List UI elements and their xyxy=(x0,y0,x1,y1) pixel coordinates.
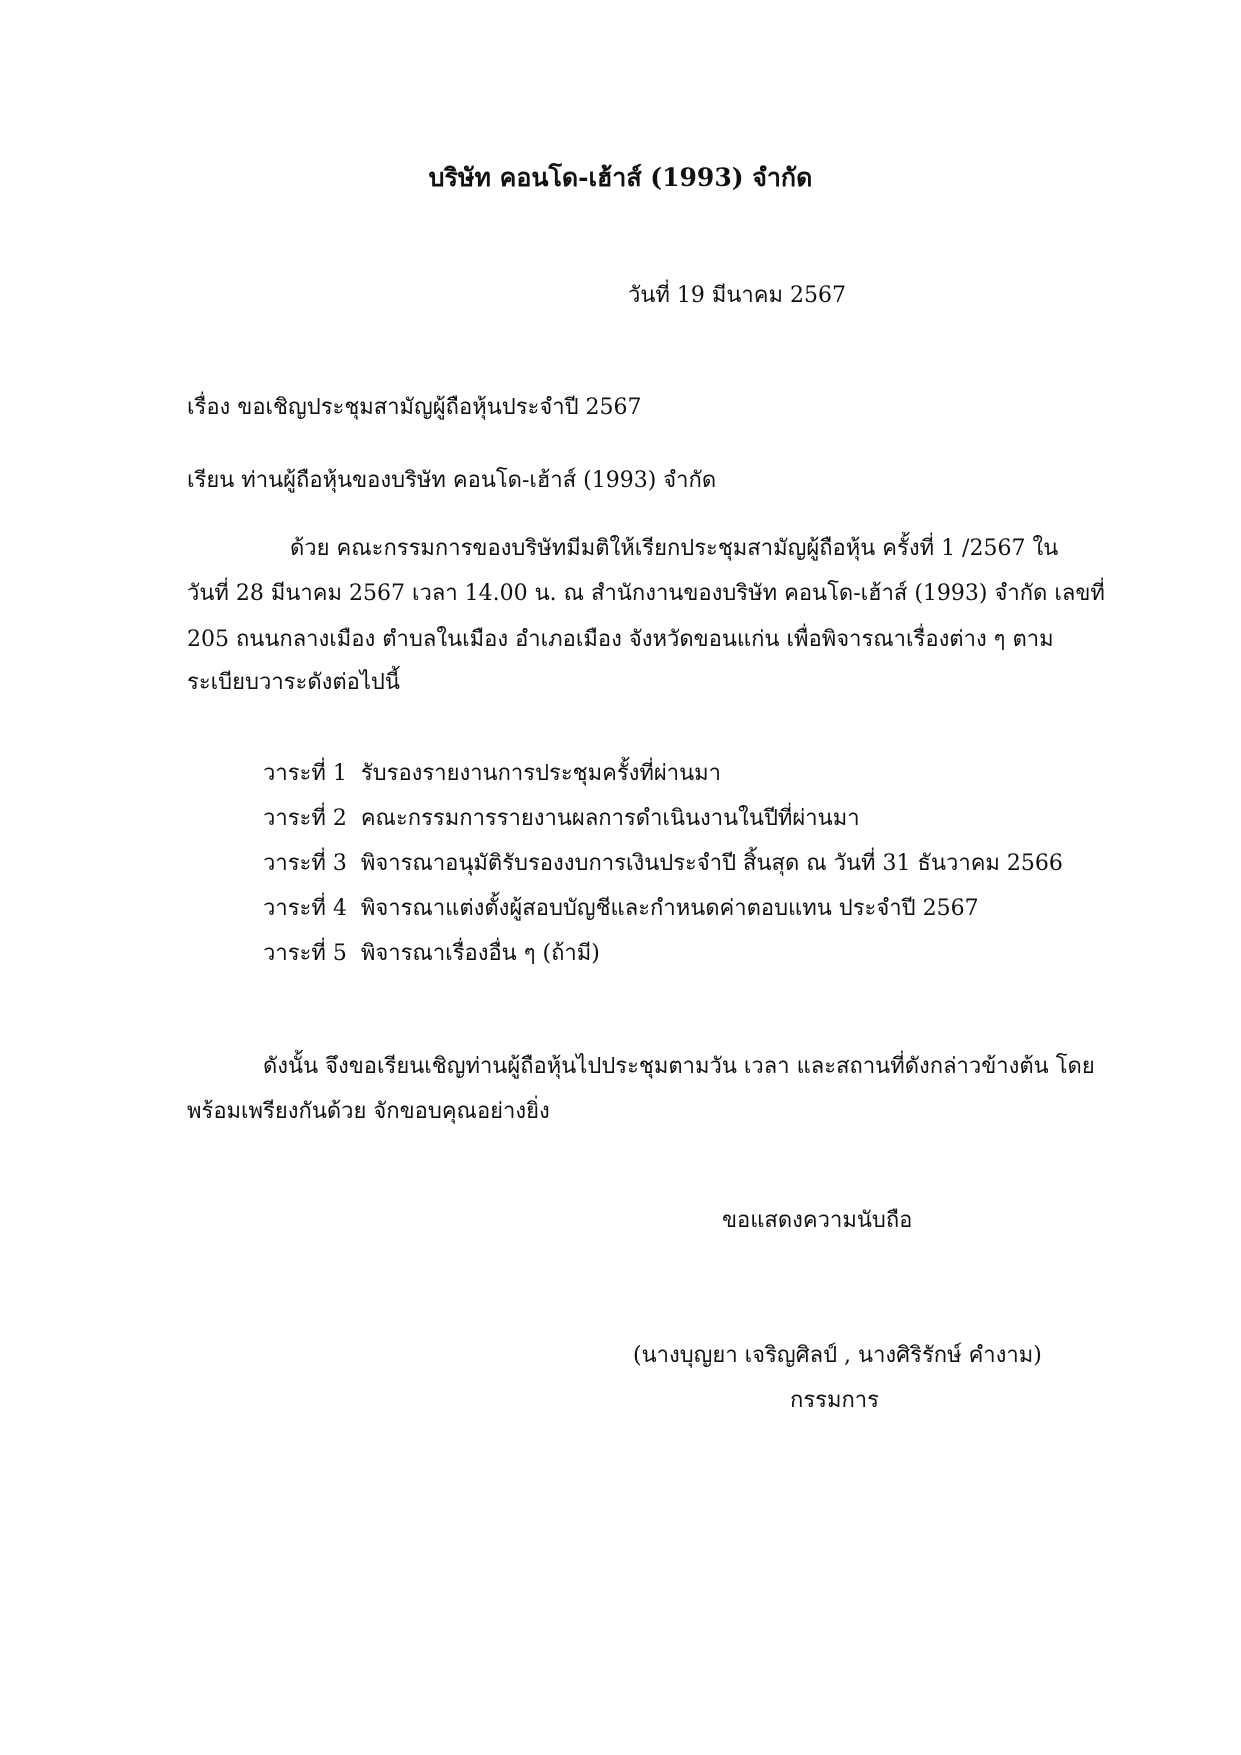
paragraph1-line2: วันที่ 28 มีนาคม 2567 เวลา 14.00 น. ณ สำนักงานของบริษัท คอนโด-เฮ้าส์ (1993) จำกัด เลขที่ xyxy=(187,581,1105,606)
agenda-list xyxy=(263,763,1063,988)
signer-position: กรรมการ xyxy=(790,1388,879,1413)
agenda-item xyxy=(263,763,1063,808)
agenda-item xyxy=(263,943,1063,988)
paragraph1-line3: 205 ถนนกลางเมือง ตำบลในเมือง อำเภอเมือง จังหวัดขอนแก่น เพื่อพิจารณาเรื่องต่าง ๆ ตาม xyxy=(187,627,1054,652)
letter-subject: เรื่อง ขอเชิญประชุมสามัญผู้ถือหุ้นประจำปี 2567 xyxy=(187,395,642,420)
agenda-text: คณะกรรมการรายงานผลการดำเนินงานในปีที่ผ่านมา xyxy=(360,806,860,831)
agenda-text: พิจารณาแต่งตั้งผู้สอบบัญชีและกำหนดค่าตอบแทน ประจำปี 2567 xyxy=(360,896,979,921)
closing-phrase: ขอแสดงความนับถือ xyxy=(722,1208,913,1233)
paragraph2-line1: ดังนั้น จึงขอเรียนเชิญท่านผู้ถือหุ้นไปประชุมตามวัน เวลา และสถานที่ดังกล่าวข้างต้น โดย xyxy=(263,1054,1095,1079)
agenda-text: พิจารณาอนุมัติรับรองงบการเงินประจำปี สิ้นสุด ณ วันที่ 31 ธันวาคม 2566 xyxy=(360,851,1063,876)
company-title: บริษัท คอนโด-เฮ้าส์ (1993) จำกัด xyxy=(428,163,813,192)
agenda-number: วาระที่ 5 xyxy=(263,941,347,966)
agenda-number: วาระที่ 3 xyxy=(263,851,347,876)
agenda-number: วาระที่ 2 xyxy=(263,806,347,831)
agenda-item xyxy=(263,808,1063,853)
letter-salutation: เรียน ท่านผู้ถือหุ้นของบริษัท คอนโด-เฮ้าส์ (1993) จำกัด xyxy=(187,468,717,493)
paragraph1-line4: ระเบียบวาระดังต่อไปนี้ xyxy=(187,670,400,695)
agenda-item xyxy=(263,898,1063,943)
agenda-item xyxy=(263,853,1063,898)
paragraph1-line1: ด้วย คณะกรรมการของบริษัทมีมติให้เรียกประชุมสามัญผู้ถือหุ้น ครั้งที่ 1 /2567 ใน xyxy=(290,536,1059,561)
agenda-number: วาระที่ 1 xyxy=(263,761,347,786)
agenda-text: รับรองรายงานการประชุมครั้งที่ผ่านมา xyxy=(360,761,722,786)
paragraph2-line2: พร้อมเพรียงกันด้วย จักขอบคุณอย่างยิ่ง xyxy=(187,1099,550,1124)
signer-names: (นางบุญยา เจริญศิลป์ , นางศิริรักษ์ คำงาม) xyxy=(633,1343,1042,1368)
agenda-text: พิจารณาเรื่องอื่น ๆ (ถ้ามี) xyxy=(360,941,600,966)
agenda-number: วาระที่ 4 xyxy=(263,896,347,921)
letter-date: วันที่ 19 มีนาคม 2567 xyxy=(628,283,846,308)
